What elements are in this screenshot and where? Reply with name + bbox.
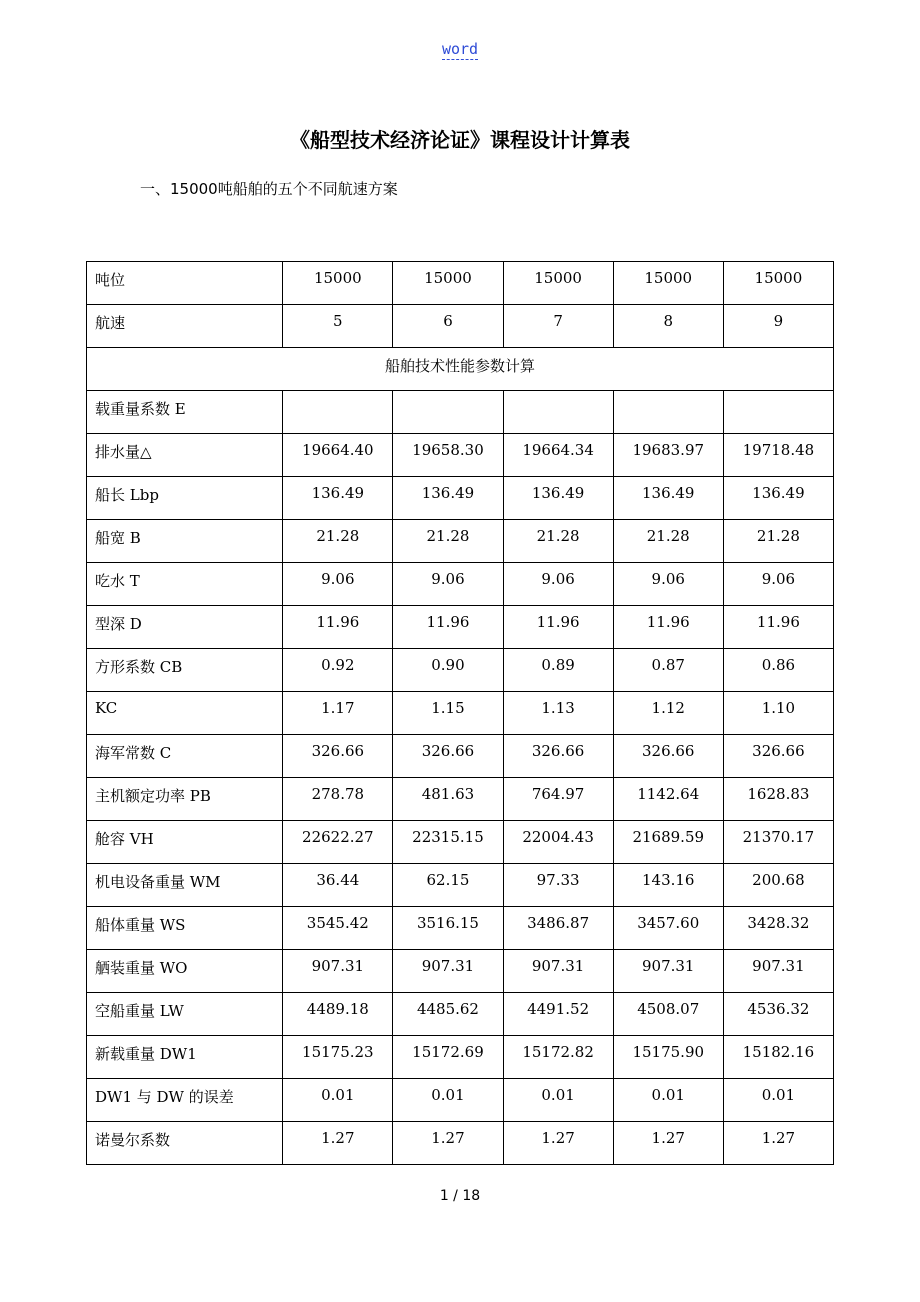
row-label-cell: 方形系数 CB (87, 649, 283, 692)
value-cell: 22315.15 (393, 821, 503, 864)
value-cell: 62.15 (393, 864, 503, 907)
value-cell: 15000 (503, 262, 613, 305)
value-cell: 278.78 (283, 778, 393, 821)
value-cell: 9.06 (283, 563, 393, 606)
section-header-cell: 船舶技术性能参数计算 (87, 348, 834, 391)
value-cell: 0.89 (503, 649, 613, 692)
value-cell: 3545.42 (283, 907, 393, 950)
value-cell: 19718.48 (723, 434, 833, 477)
value-cell: 326.66 (283, 735, 393, 778)
value-cell: 1628.83 (723, 778, 833, 821)
value-cell: 15182.16 (723, 1036, 833, 1079)
row-label-cell: KC (87, 692, 283, 735)
value-cell (393, 391, 503, 434)
table-row (87, 1036, 834, 1079)
value-cell: 1.10 (723, 692, 833, 735)
table-row (87, 477, 834, 520)
page-indicator: 1 / 18 (439, 1188, 481, 1204)
row-label-cell: 船长 Lbp (87, 477, 283, 520)
value-cell: 1.17 (283, 692, 393, 735)
value-cell: 4536.32 (723, 993, 833, 1036)
value-cell: 19683.97 (613, 434, 723, 477)
table-row (87, 520, 834, 563)
value-cell: 0.90 (393, 649, 503, 692)
value-cell: 1.12 (613, 692, 723, 735)
value-cell: 36.44 (283, 864, 393, 907)
table-row (87, 692, 834, 735)
table-row (87, 563, 834, 606)
value-cell: 1.27 (503, 1122, 613, 1165)
table-row (87, 821, 834, 864)
value-cell: 0.01 (723, 1079, 833, 1122)
value-cell: 326.66 (613, 735, 723, 778)
value-cell: 136.49 (283, 477, 393, 520)
value-cell: 19664.34 (503, 434, 613, 477)
table-row (87, 778, 834, 821)
value-cell: 11.96 (503, 606, 613, 649)
row-label-cell: 航速 (87, 305, 283, 348)
value-cell (503, 391, 613, 434)
value-cell: 15175.23 (283, 1036, 393, 1079)
value-cell: 15000 (613, 262, 723, 305)
value-cell: 21.28 (723, 520, 833, 563)
value-cell: 19658.30 (393, 434, 503, 477)
value-cell: 3486.87 (503, 907, 613, 950)
value-cell: 15000 (723, 262, 833, 305)
value-cell: 907.31 (613, 950, 723, 993)
value-cell: 15000 (283, 262, 393, 305)
value-cell: 21.28 (503, 520, 613, 563)
value-cell: 7 (503, 305, 613, 348)
row-label-cell: 吨位 (87, 262, 283, 305)
table-row (87, 907, 834, 950)
value-cell: 3428.32 (723, 907, 833, 950)
value-cell: 1.15 (393, 692, 503, 735)
value-cell: 1.27 (393, 1122, 503, 1165)
row-label-cell: 载重量系数 E (87, 391, 283, 434)
value-cell: 0.01 (613, 1079, 723, 1122)
value-cell: 97.33 (503, 864, 613, 907)
table-row (87, 649, 834, 692)
value-cell: 15000 (393, 262, 503, 305)
table-row (87, 950, 834, 993)
calculation-table (86, 261, 834, 1165)
value-cell: 4491.52 (503, 993, 613, 1036)
value-cell: 1.13 (503, 692, 613, 735)
value-cell: 4489.18 (283, 993, 393, 1036)
calculation-table-body (87, 262, 834, 1165)
value-cell (283, 391, 393, 434)
value-cell: 143.16 (613, 864, 723, 907)
value-cell: 907.31 (283, 950, 393, 993)
row-label-cell: 机电设备重量 WM (87, 864, 283, 907)
table-row (87, 262, 834, 305)
value-cell: 764.97 (503, 778, 613, 821)
value-cell: 0.87 (613, 649, 723, 692)
value-cell: 15172.69 (393, 1036, 503, 1079)
value-cell: 1142.64 (613, 778, 723, 821)
value-cell: 1.27 (283, 1122, 393, 1165)
value-cell: 11.96 (723, 606, 833, 649)
table-row (87, 305, 834, 348)
value-cell: 5 (283, 305, 393, 348)
value-cell: 136.49 (613, 477, 723, 520)
value-cell: 8 (613, 305, 723, 348)
row-label-cell: 船宽 B (87, 520, 283, 563)
table-row (87, 735, 834, 778)
value-cell: 481.63 (393, 778, 503, 821)
table-row (87, 1122, 834, 1165)
value-cell: 22004.43 (503, 821, 613, 864)
table-row (87, 864, 834, 907)
row-label-cell: 排水量△ (87, 434, 283, 477)
value-cell: 21.28 (393, 520, 503, 563)
table-row (87, 434, 834, 477)
value-cell: 22622.27 (283, 821, 393, 864)
table-row (87, 993, 834, 1036)
row-label-cell: 海军常数 C (87, 735, 283, 778)
value-cell (723, 391, 833, 434)
value-cell: 11.96 (393, 606, 503, 649)
value-cell: 19664.40 (283, 434, 393, 477)
value-cell: 0.01 (503, 1079, 613, 1122)
row-label-cell: 空船重量 LW (87, 993, 283, 1036)
table-row (87, 1079, 834, 1122)
value-cell: 326.66 (503, 735, 613, 778)
value-cell: 200.68 (723, 864, 833, 907)
value-cell: 907.31 (723, 950, 833, 993)
row-label-cell: 舾装重量 WO (87, 950, 283, 993)
row-label-cell: 主机额定功率 PB (87, 778, 283, 821)
value-cell: 15175.90 (613, 1036, 723, 1079)
value-cell: 326.66 (393, 735, 503, 778)
value-cell: 9 (723, 305, 833, 348)
value-cell (613, 391, 723, 434)
row-label-cell: 船体重量 WS (87, 907, 283, 950)
value-cell: 0.01 (283, 1079, 393, 1122)
value-cell: 1.27 (613, 1122, 723, 1165)
value-cell: 21.28 (283, 520, 393, 563)
value-cell: 4485.62 (393, 993, 503, 1036)
row-label-cell: 诺曼尔系数 (87, 1122, 283, 1165)
value-cell: 9.06 (393, 563, 503, 606)
row-label-cell: 吃水 T (87, 563, 283, 606)
section-heading: 一、15000吨船舶的五个不同航速方案 (140, 180, 398, 198)
value-cell: 21689.59 (613, 821, 723, 864)
value-cell: 11.96 (283, 606, 393, 649)
value-cell: 9.06 (723, 563, 833, 606)
value-cell: 9.06 (503, 563, 613, 606)
value-cell: 9.06 (613, 563, 723, 606)
value-cell: 326.66 (723, 735, 833, 778)
value-cell: 136.49 (503, 477, 613, 520)
header-word-link[interactable] (0, 40, 920, 58)
value-cell: 11.96 (613, 606, 723, 649)
value-cell: 907.31 (393, 950, 503, 993)
table-section-row (87, 348, 834, 391)
header-link-text[interactable]: word (441, 40, 479, 58)
value-cell: 4508.07 (613, 993, 723, 1036)
value-cell: 907.31 (503, 950, 613, 993)
table-row (87, 391, 834, 434)
value-cell: 15172.82 (503, 1036, 613, 1079)
value-cell: 0.86 (723, 649, 833, 692)
value-cell: 21.28 (613, 520, 723, 563)
value-cell: 0.92 (283, 649, 393, 692)
document-title: 《船型技术经济论证》课程设计计算表 (290, 128, 630, 152)
value-cell: 1.27 (723, 1122, 833, 1165)
row-label-cell: 型深 D (87, 606, 283, 649)
value-cell: 21370.17 (723, 821, 833, 864)
row-label-cell: DW1 与 DW 的误差 (87, 1079, 283, 1122)
value-cell: 6 (393, 305, 503, 348)
value-cell: 0.01 (393, 1079, 503, 1122)
row-label-cell: 舱容 VH (87, 821, 283, 864)
value-cell: 3457.60 (613, 907, 723, 950)
value-cell: 3516.15 (393, 907, 503, 950)
value-cell: 136.49 (723, 477, 833, 520)
row-label-cell: 新载重量 DW1 (87, 1036, 283, 1079)
table-row (87, 606, 834, 649)
value-cell: 136.49 (393, 477, 503, 520)
